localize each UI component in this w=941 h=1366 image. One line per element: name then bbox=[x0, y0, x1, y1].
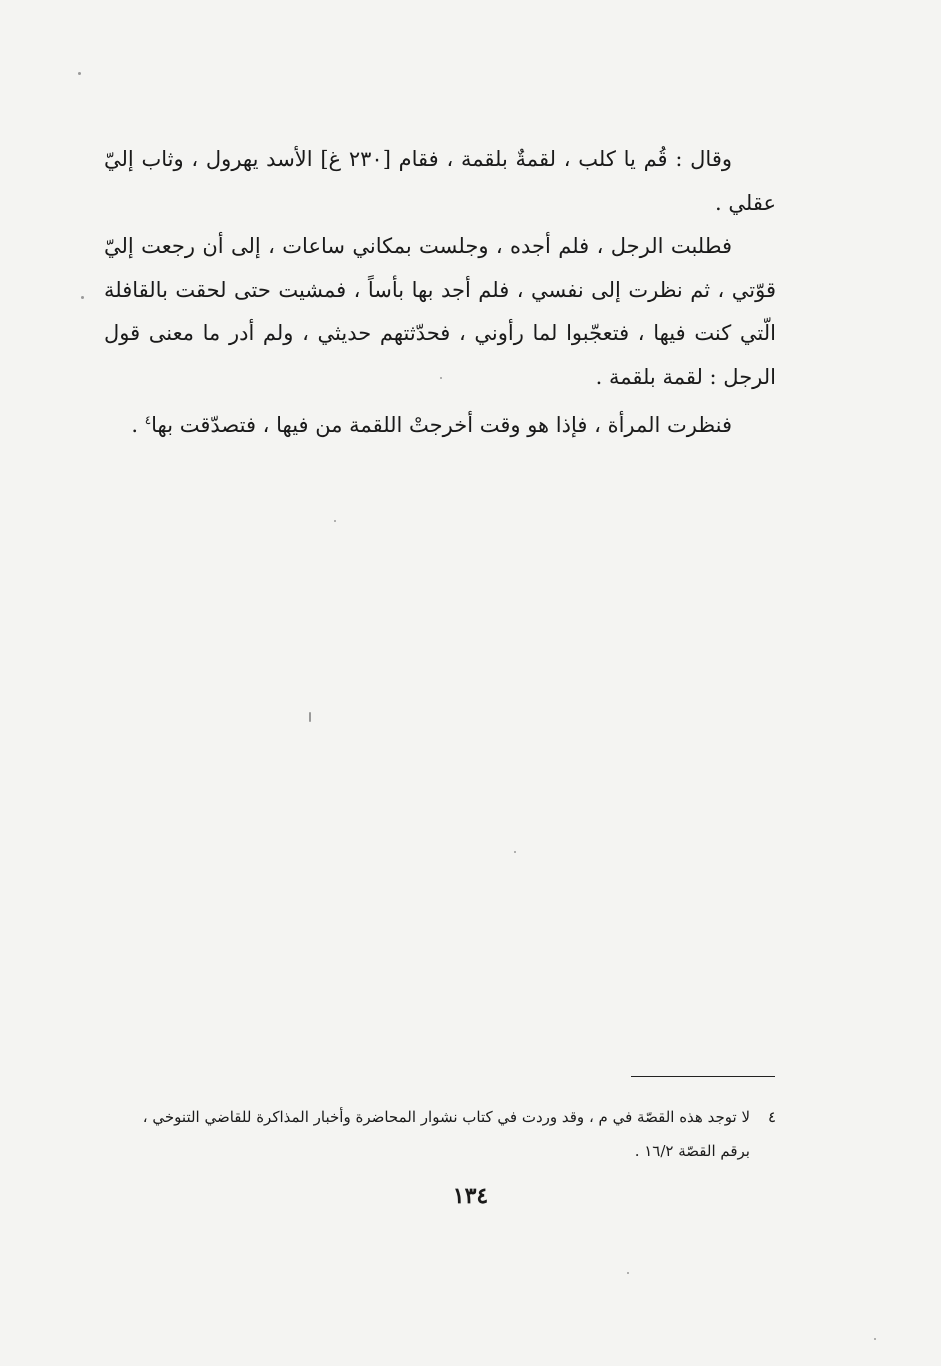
body-text bbox=[104, 138, 776, 448]
footnote bbox=[110, 1100, 776, 1168]
footnote-number: ٤ bbox=[767, 1108, 776, 1126]
footnote-separator bbox=[631, 1076, 775, 1077]
paragraph-3-text: فنظرت المرأة ، فإذا هو وقت أخرجتْ اللقمة من فيها ، فتصدّقت بها bbox=[151, 413, 732, 437]
paragraph-1: وقال : قُم يا كلب ، لقمةٌ بلقمة ، فقام [٢٣٠ غ] الأسد يهرول ، وثاب إليّ عقلي . bbox=[104, 147, 776, 215]
footnote-marker: ٤ bbox=[144, 413, 152, 427]
page-number: ١٣٤ bbox=[452, 1183, 489, 1209]
scan-speck bbox=[514, 851, 516, 853]
scan-speck bbox=[874, 1338, 876, 1340]
scan-speck bbox=[334, 520, 336, 522]
scan-speck bbox=[78, 72, 81, 75]
footnote-line-1 bbox=[110, 1100, 776, 1134]
scan-speck bbox=[309, 712, 311, 722]
scan-speck bbox=[81, 296, 84, 299]
paragraph-3: فنظرت المرأة ، فإذا هو وقت أخرجتْ اللقمة من فيها ، فتصدّقت بها$^٤$ . bbox=[131, 413, 732, 437]
footnote-text-1: لا توجد هذه القصّة في م ، وقد وردت في كتاب نشوار المحاضرة وأخبار المذاكرة للقاضي التنوخي ، bbox=[142, 1108, 750, 1126]
footnote-line-2: برقم القصّة ١٦/٢ . bbox=[634, 1142, 750, 1160]
paragraph-2: فطلبت الرجل ، فلم أجده ، وجلست بمكاني ساعات ، إلى أن رجعت إليّ قوّتي ، ثم نظرت إلى نفسي ، فلم أجد بها بأساً ، فمشيت حتى لحقت بالقافلة الّتي كنت فيها ، فتعجّبوا لما رأوني ، فحدّثتهم حديثي ، ولم أدر ما معنى قول الرجل : لقمة بلقمة . bbox=[104, 234, 776, 389]
scan-speck bbox=[627, 1272, 629, 1274]
